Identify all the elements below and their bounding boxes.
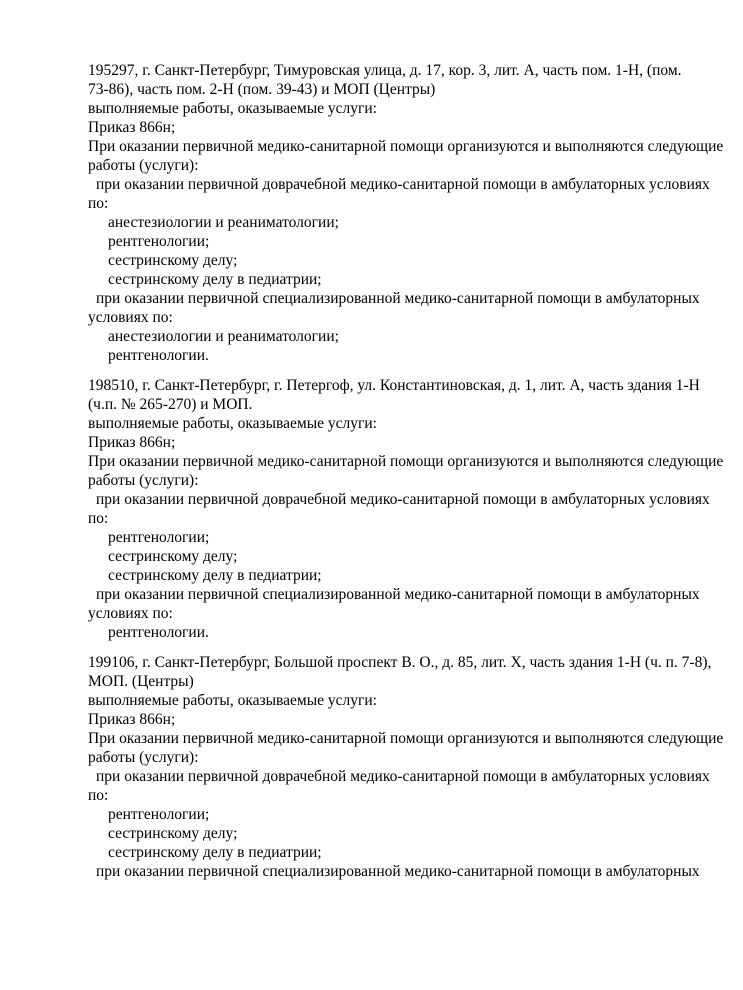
text-line: при оказании первичной доврачебной медико-санитарной помощи в амбулаторных условиях (96, 176, 710, 193)
text-line: условиях по: (88, 605, 173, 622)
text-line: рентгенологии; (108, 806, 210, 823)
text-line: при оказании первичной специализированной медико-санитарной помощи в амбулаторных (96, 863, 700, 880)
text-line: при оказании первичной специализированной медико-санитарной помощи в амбулаторных (96, 586, 700, 603)
text-line: сестринскому делу; (108, 548, 238, 565)
text-line: сестринскому делу в педиатрии; (108, 844, 322, 861)
text-line: рентгенологии; (108, 233, 210, 250)
text-line: при оказании первичной доврачебной медико-санитарной помощи в амбулаторных условиях (96, 491, 710, 508)
text-line: (ч.п. № 265-270) и МОП. (88, 396, 253, 413)
text-line: по: (88, 195, 109, 212)
text-line: при оказании первичной доврачебной медико-санитарной помощи в амбулаторных условиях (96, 768, 710, 785)
text-line: При оказании первичной медико-санитарной помощи организуются и выполняются следующие (88, 138, 724, 155)
text-line: сестринскому делу в педиатрии; (108, 271, 322, 288)
text-line: работы (услуги): (88, 749, 199, 766)
text-line: по: (88, 787, 109, 804)
text-line: сестринскому делу; (108, 252, 238, 269)
address-section-location-195297 (88, 61, 724, 365)
text-line: анестезиологии и реаниматологии; (108, 328, 339, 345)
text-line: по: (88, 510, 109, 527)
address-section-location-198510 (88, 376, 724, 642)
text-line: 73-86), часть пом. 2-Н (пом. 39-43) и МОП (Центры) (88, 81, 436, 98)
text-line: Приказ 866н; (88, 434, 176, 451)
text-line: При оказании первичной медико-санитарной помощи организуются и выполняются следующие (88, 453, 724, 470)
text-line: рентгенологии. (108, 347, 209, 364)
text-line: выполняемые работы, оказываемые услуги: (88, 692, 377, 709)
text-line: выполняемые работы, оказываемые услуги: (88, 415, 377, 432)
text-line: рентгенологии. (108, 624, 209, 641)
text-line: Приказ 866н; (88, 711, 176, 728)
text-line: При оказании первичной медико-санитарной помощи организуются и выполняются следующие (88, 730, 724, 747)
text-line: выполняемые работы, оказываемые услуги: (88, 100, 377, 117)
text-line: работы (услуги): (88, 157, 199, 174)
text-line: сестринскому делу; (108, 825, 238, 842)
text-line: рентгенологии; (108, 529, 210, 546)
text-line: работы (услуги): (88, 472, 199, 489)
address-section-location-199106 (88, 653, 724, 881)
text-line: МОП. (Центры) (88, 673, 194, 690)
text-line: 195297, г. Санкт-Петербург, Тимуровская улица, д. 17, кор. 3, лит. А, часть пом. 1-Н, (пом. (88, 62, 682, 79)
text-line: 199106, г. Санкт-Петербург, Большой проспект В. О., д. 85, лит. Х, часть здания 1-Н (ч. п. 7-8), (88, 654, 712, 671)
text-line: при оказании первичной специализированной медико-санитарной помощи в амбулаторных (96, 290, 700, 307)
text-line: Приказ 866н; (88, 119, 176, 136)
text-line: 198510, г. Санкт-Петербург, г. Петергоф, ул. Константиновская, д. 1, лит. А, часть здания 1-Н (88, 377, 700, 394)
text-line: условиях по: (88, 309, 173, 326)
text-line: сестринскому делу в педиатрии; (108, 567, 322, 584)
text-line: анестезиологии и реаниматологии; (108, 214, 339, 231)
